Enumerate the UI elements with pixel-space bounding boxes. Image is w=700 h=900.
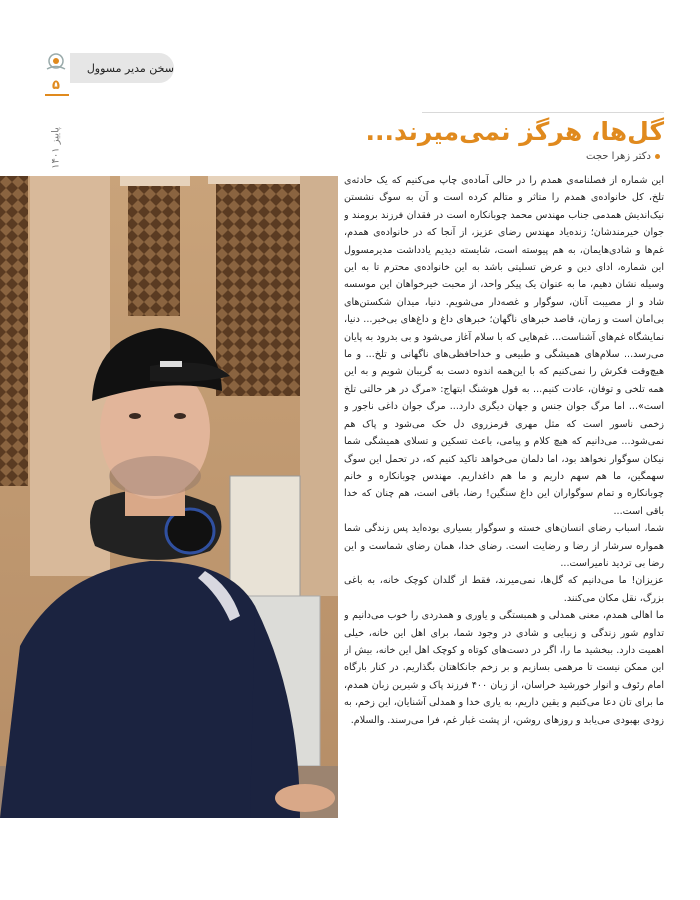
section-tab xyxy=(70,53,174,83)
article-paragraph: عزیزان! ما می‌دانیم که گل‌ها، نمی‌میرند، فقط از گلدان کوچک خانه، به باغی بزرگ، نقل مکان می‌کنند. xyxy=(344,575,664,604)
author-bullet-icon xyxy=(655,154,660,159)
article-paragraph: این شماره از فصلنامه‌ی همدم را در حالی آماده‌ی چاپ می‌کنیم که یک حادثه‌ی تلخ، کل خانواده‌ی همدم را متاثر و متالم کرده است و آن به سوگ نشستن نیک‌اندیش همدمی جناب مهندس محمد چوبانکاره است در فقدان فرزند برومند و جوان خیرمندشان؛ زنده‌یاد مهندس رضای عزیز، از آنجا که در خانواده‌ی همدم، غم‌ها و شادی‌هایمان، به هم پیوسته است، شایسته دیدیم یادداشت مدیرمسوول این شماره، ادای دین و عرض تسلیتی باشد به این خانواده‌ی محترم تا به این وسیله نشان دهیم، ما به عنوان یک پیکر واحد، از محبت خیرخواهان این موسسه شاد و از مصیبت آنان، سوگوار و غصه‌دار می‌شویم. دنیا، میدان شکستن‌های بی‌امان است و زمان، قاصد خبرهای ناگهان؛ خبرهای داغ و داغ‌های بی‌خبر... دنیا، نمایشگاه غم‌های آشناست... غم‌هایی که با سلام آغاز می‌شود و بی بدرود به پایان می‌رسد... سلام‌های همیشگی و طبیعی و خداحافظی‌های ناگهانی و تلخ... و ما هیچ‌وقت فکرش را نمی‌کنیم که با این‌همه اندوه دست به گریبان شویم و به این همه تلخی و توفان، عادت کنیم... به قول هوشنگ ابتهاج: «مرگ در هر حالتی تلخ است»... اما مرگ جوان جنس و جهان دیگری دارد... مرگ جوان داغی ناجور و زخمی ناسور است که مثل مهری قرمزروی دل حک می‌شود و پاک هم نمی‌شود... می‌دانیم که هیچ کلام و پیامی، باعث تسکین و تسلای همیشگی شما نیکان سوگوار نخواهد بود، اما دلمان می‌خواهد تاکید کنیم که، در تحمل این سوگ سهمگین، ما هم سهم داریم و ما هم داغداریم. مهندس چوبانکاره و خانم چوبانکاره و تمام سوگواران این داغ سنگین! رضا، باقی است، هم چنان که خدا باقی است... xyxy=(344,175,664,517)
section-title: سخن مدیر مسوول xyxy=(86,61,174,75)
article-paragraph: شما، اسباب رضای انسان‌های خسته و سوگوار بسیاری بوده‌اید پس زندگی شما همواره سرشار از رضا و رضایت است. رضای خدا، همان رضای شماست و این رضا بی تردید نامیراست... xyxy=(344,523,664,569)
magazine-logo-icon xyxy=(44,52,68,72)
issue-date: پاییز ۱۴۰۱ xyxy=(50,127,62,169)
article-author xyxy=(460,151,660,162)
article-body xyxy=(344,172,664,862)
author-name: دکتر زهرا حجت xyxy=(586,151,651,162)
portrait-photo xyxy=(0,176,338,818)
page-number: ۵ xyxy=(52,78,60,93)
article-title: گل‌ها، هرگز نمی‌میرند... xyxy=(365,117,664,146)
article-paragraph: ما اهالی همدم، معنی همدلی و همبستگی و یاوری و همدردی را خوب می‌دانیم و تداوم شور زندگی و زیبایی و شادی در وجود شما، برای اهل این خانه، خیلی اهمیت دارد. ببخشید ما را، اگر در دست‌های کوتاه و کوچک اهل این خانه، بیش از این ممکن نیست تا مرهمی بسازیم و بر زخم جانکاهتان بگذاریم. در کنار بارگاه امام رئوف و انوار خورشید خراسان، از زبان ۴۰۰ فرزند پاک و شیرین زبان همدم، ما برای تان دعا می‌کنیم و یقین داریم، به یاری خدا و همدلی آشنایان، این زخم، به زودی بهبودی می‌یابد و روزهای روشن، از پشت غبار غم، فرا می‌رسند. والسلام. xyxy=(344,610,664,726)
page-number-rule xyxy=(45,94,69,96)
